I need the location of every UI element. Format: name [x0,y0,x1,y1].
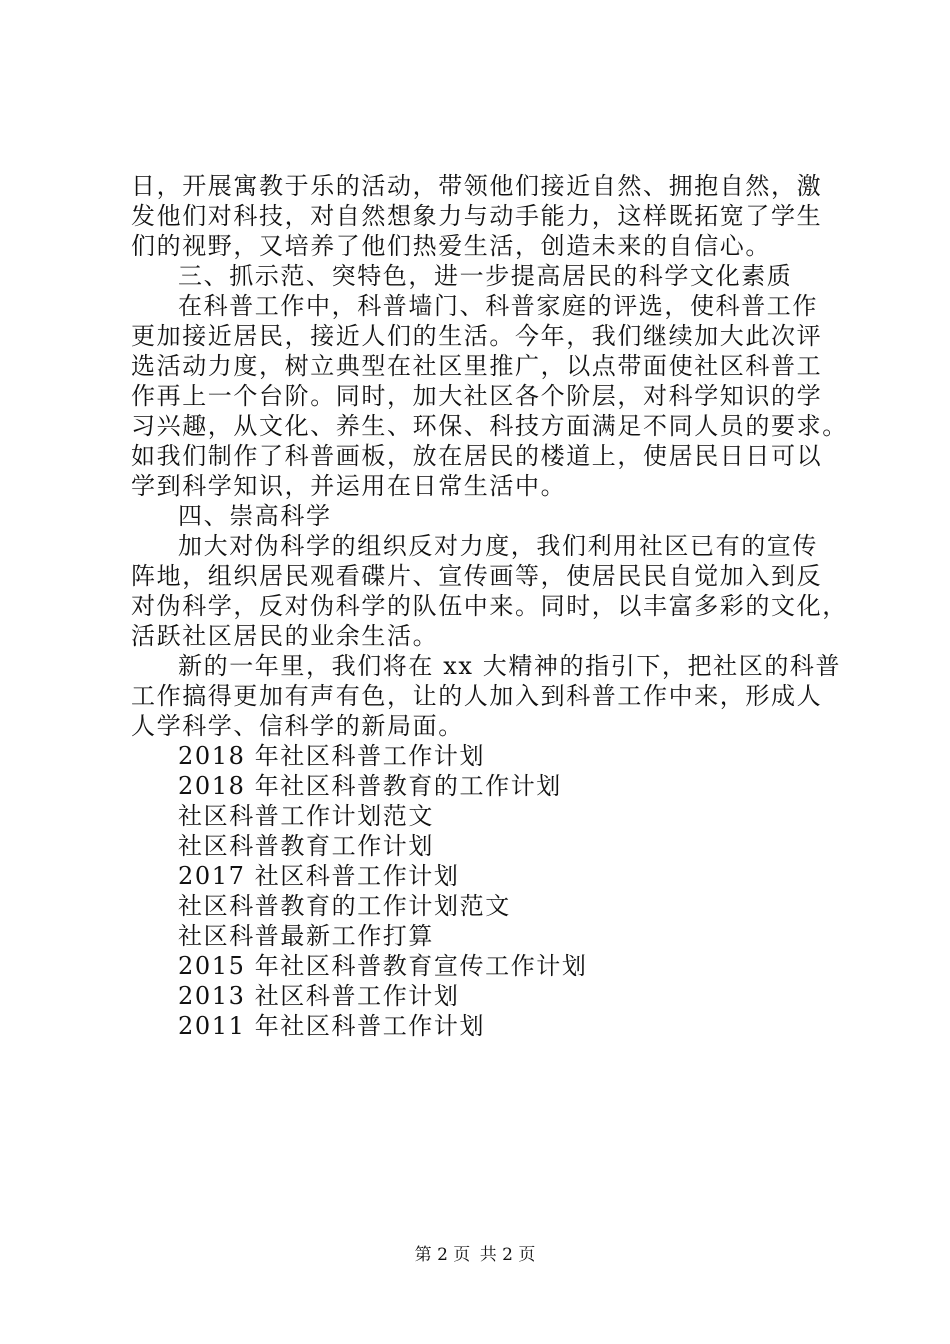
text-line: 学到科学知识，并运用在日常生活中。 [131,472,567,500]
text-line: 在科普工作中，科普墙门、科普家庭的评选，使科普工作 [178,292,818,320]
related-link-item[interactable]: 2011 年社区科普工作计划 [178,1012,486,1040]
related-link-item[interactable]: 社区科普教育工作计划 [178,832,434,860]
page-total: 共 2 页 [479,1245,536,1265]
text-line: 选活动力度，树立典型在社区里推广，以点带面使社区科普工 [131,352,823,380]
text-line: 人学科学、信科学的新局面。 [131,712,464,740]
paragraph [131,291,848,501]
paragraph [131,171,836,261]
text-line: 习兴趣，从文化、养生、环保、科技方面满足不同人员的要求。 [131,412,848,440]
related-link-item[interactable]: 2017 社区科普工作计划 [178,862,460,890]
text-line: 们的视野，又培养了他们热爱生活，创造未来的自信心。 [131,232,771,260]
related-link-item[interactable]: 2015 年社区科普教育宣传工作计划 [178,952,588,980]
text-line: 阵地，组织居民观看碟片、宣传画等，使居民民自觉加入到反 [131,562,823,590]
related-link-item[interactable]: 2018 年社区科普工作计划 [178,742,486,770]
related-link-item[interactable]: 2013 社区科普工作计划 [178,982,460,1010]
paragraph [131,651,842,741]
text-line: 加大对伪科学的组织反对力度，我们利用社区已有的宣传 [178,532,818,560]
text-line: 对伪科学，反对伪科学的队伍中来。同时，以丰富多彩的文化， [131,592,848,620]
paragraph [131,261,836,291]
text-line: 更加接近居民，接近人们的生活。今年，我们继续加大此次评 [131,322,823,350]
text-line: 新的一年里，我们将在 xx 大精神的指引下，把社区的科普 [178,652,842,680]
page-number: 第 2 页 [414,1245,471,1265]
paragraph [131,501,836,531]
related-link-item[interactable]: 社区科普教育的工作计划范文 [178,892,511,920]
text-line: 如我们制作了科普画板，放在居民的楼道上，使居民日日可以 [131,442,823,470]
text-line: 三、抓示范、突特色，进一步提高居民的科学文化素质 [178,262,793,290]
page-footer [0,1243,950,1267]
text-line: 作再上一个台阶。同时，加大社区各个阶层，对科学知识的学 [131,382,823,410]
paragraph [131,531,848,651]
text-line: 活跃社区居民的业余生活。 [131,622,439,650]
related-links-list [131,741,836,1041]
document-paragraphs [131,171,848,741]
text-line: 日，开展寓教于乐的活动，带领他们接近自然、拥抱自然，激 [131,172,823,200]
related-link-item[interactable]: 社区科普最新工作打算 [178,922,434,950]
text-line: 工作搞得更加有声有色，让的人加入到科普工作中来，形成人 [131,682,823,710]
text-line: 发他们对科技，对自然想象力与动手能力，这样既拓宽了学生 [131,202,823,230]
document-body [131,171,848,1041]
text-line: 四、崇高科学 [178,502,332,530]
related-link-item[interactable]: 社区科普工作计划范文 [178,802,434,830]
related-link-item[interactable]: 2018 年社区科普教育的工作计划 [178,772,562,800]
